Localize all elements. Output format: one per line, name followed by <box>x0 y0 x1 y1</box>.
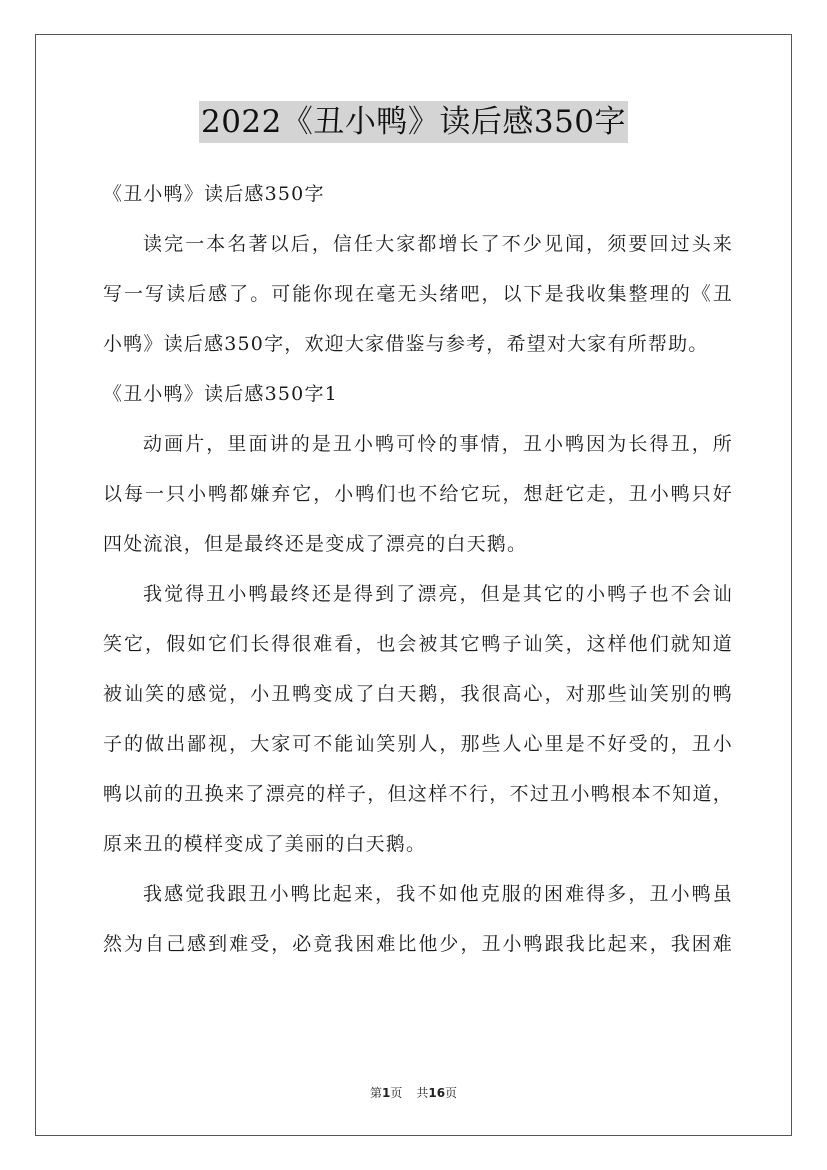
total-prefix: 共 <box>416 1086 429 1100</box>
body-line: 写一写读后感了。可能你现在毫无头绪吧，以下是我收集整理的《丑 <box>103 283 733 305</box>
section-heading: 《丑小鸭》读后感350字1 <box>103 383 338 405</box>
body-line: 然为自己感到难受，必竟我困难比他少，丑小鸭跟我比起来，我困难 <box>103 933 733 955</box>
total-suffix: 页 <box>445 1086 458 1100</box>
body-line: 笑它，假如它们长得很难看，也会被其它鸭子讪笑，这样他们就知道 <box>103 633 733 655</box>
title-container <box>0 101 827 143</box>
page-suffix: 页 <box>390 1086 403 1100</box>
page-footer <box>0 1084 827 1101</box>
body-line: 小鸭》读后感350字，欢迎大家借鉴与参考，希望对大家有所帮助。 <box>103 333 709 355</box>
body-line: 四处流浪，但是最终还是变成了漂亮的白天鹅。 <box>103 533 528 555</box>
page-current: 1 <box>381 1086 391 1100</box>
body-line: 我觉得丑小鸭最终还是得到了漂亮，但是其它的小鸭子也不会讪 <box>143 583 733 605</box>
body-line: 动画片，里面讲的是丑小鸭可怜的事情，丑小鸭因为长得丑，所 <box>143 433 733 455</box>
body-line: 我感觉我跟丑小鸭比起来，我不如他克服的困难得多，丑小鸭虽 <box>143 883 733 905</box>
body-line: 被讪笑的感觉，小丑鸭变成了白天鹅，我很高心，对那些讪笑别的鸭 <box>103 683 733 705</box>
body-line: 原来丑的模样变成了美丽的白天鹅。 <box>103 833 427 855</box>
body-line: 《丑小鸭》读后感350字 <box>103 183 325 205</box>
document-title: 2022《丑小鸭》读后感350字 <box>199 101 628 143</box>
document-body <box>103 174 733 974</box>
body-line: 读完一本名著以后，信任大家都增长了不少见闻，须要回过头来 <box>143 233 733 255</box>
body-line: 以每一只小鸭都嫌弃它，小鸭们也不给它玩，想赶它走，丑小鸭只好 <box>103 483 733 505</box>
page-total: 16 <box>428 1086 446 1100</box>
page-prefix: 第 <box>369 1086 382 1100</box>
body-line: 子的做出鄙视，大家可不能讪笑别人，那些人心里是不好受的，丑小 <box>103 733 733 755</box>
body-line: 鸭以前的丑换来了漂亮的样子，但这样不行，不过丑小鸭根本不知道， <box>103 783 733 805</box>
